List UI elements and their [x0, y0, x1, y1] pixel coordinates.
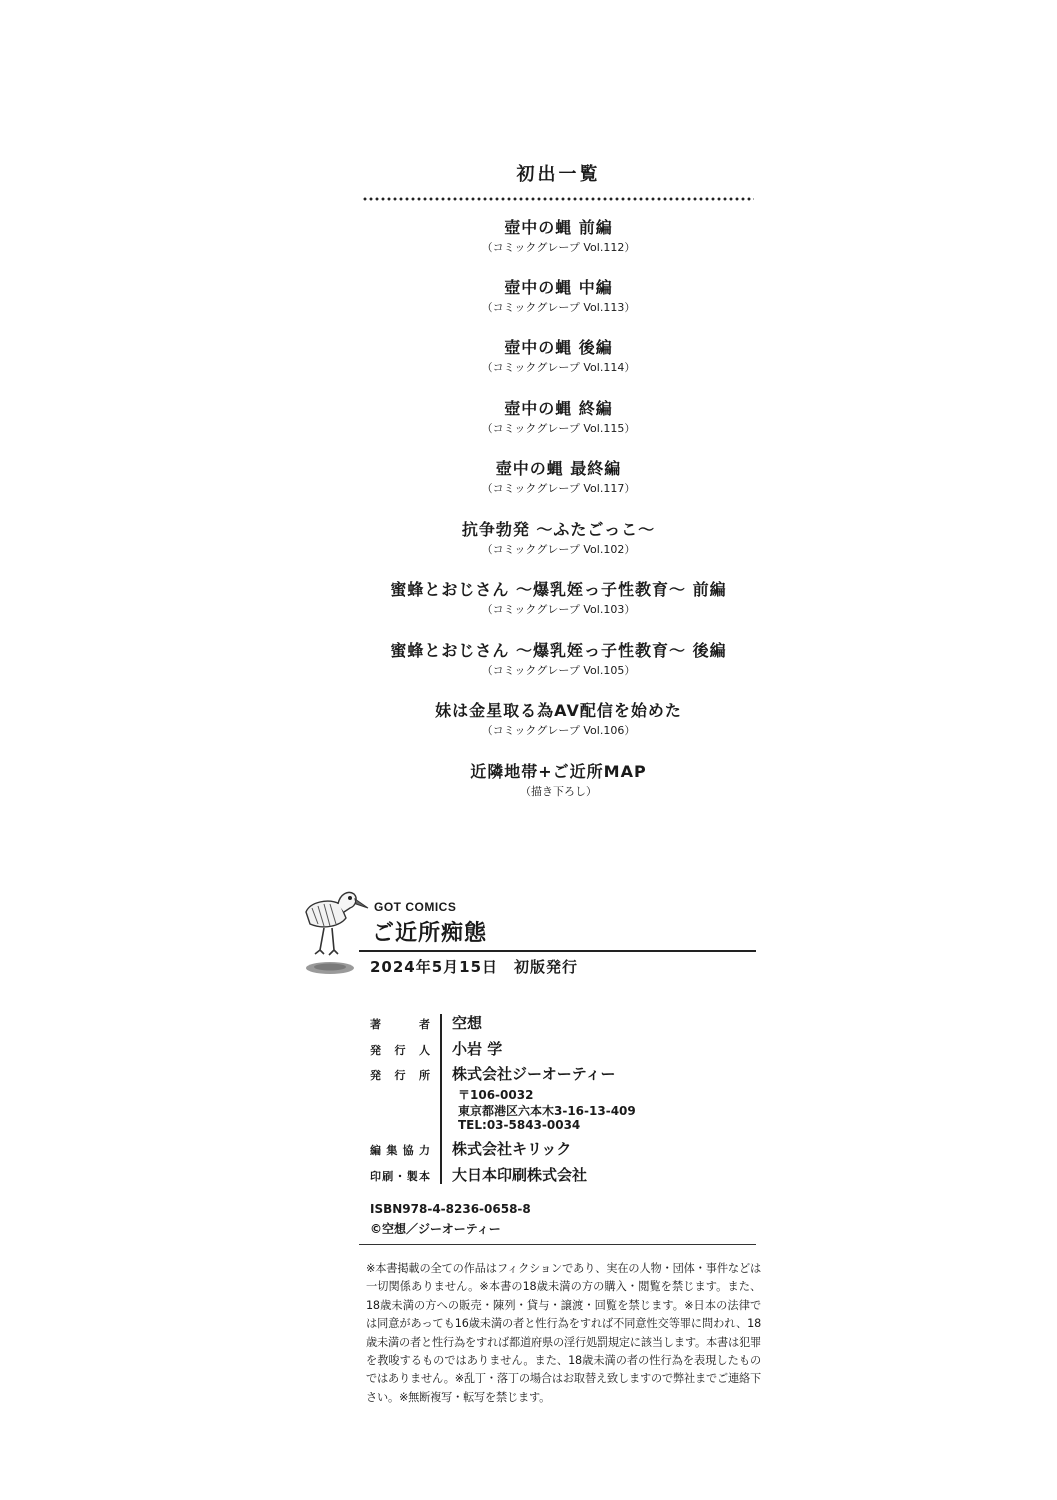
entry-4 [0, 398, 1057, 437]
telephone: TEL:03-5843-0034 [458, 1118, 581, 1132]
entry-source: （コミックグレープ Vol.102） [481, 543, 636, 556]
credit-value: 株式会社ジーオーティー [452, 1065, 616, 1083]
title-rule [359, 950, 756, 952]
entry-title: 壺中の蝿 後編 [504, 338, 613, 357]
credit-value: 大日本印刷株式会社 [452, 1166, 588, 1184]
credit-label: 印刷・製本 [370, 1170, 430, 1183]
credits-divider [440, 1014, 442, 1184]
credit-label: 編集協力 [370, 1144, 430, 1157]
entry-5 [0, 458, 1057, 497]
dotted-divider [362, 197, 754, 201]
credit-label: 発行人 [370, 1044, 430, 1057]
credit-label: 著者 [370, 1018, 430, 1031]
entry-source: （描き下ろし） [520, 785, 597, 798]
entry-title: 壺中の蝿 終編 [504, 399, 613, 418]
entry-9 [0, 700, 1057, 739]
entry-10 [0, 761, 1057, 800]
entry-6 [0, 519, 1057, 558]
section-title: 初出一覧 [516, 164, 601, 185]
entry-title: 蜜蜂とおじさん ～爆乳姪っ子性教育～ 後編 [390, 641, 727, 660]
book-title: ご近所痴態 [372, 921, 488, 946]
entry-3 [0, 337, 1057, 376]
credit-value: 小岩 学 [452, 1040, 503, 1058]
entry-title: 蜜蜂とおじさん ～爆乳姪っ子性教育～ 前編 [390, 580, 727, 599]
street-address: 東京都港区六本木3-16-13-409 [458, 1104, 636, 1118]
entry-source: （コミックグレープ Vol.117） [481, 482, 636, 495]
credit-label: 発行所 [370, 1069, 430, 1082]
entry-7 [0, 579, 1057, 618]
credit-value: 空想 [452, 1014, 483, 1032]
entry-source: （コミックグレープ Vol.105） [481, 664, 636, 677]
entry-title: 壺中の蝿 最終編 [495, 459, 622, 478]
entry-1 [0, 217, 1057, 256]
entry-source: （コミックグレープ Vol.114） [481, 361, 636, 374]
entry-8 [0, 640, 1057, 679]
credit-value: 株式会社キリック [452, 1140, 572, 1158]
isbn: ISBN978-4-8236-0658-8 [370, 1202, 531, 1216]
entry-title: 壺中の蝿 中編 [504, 278, 613, 297]
copyright: ©空想／ジーオーティー [370, 1222, 501, 1236]
entry-title: 抗争勃発 ～ふたごっこ～ [461, 520, 656, 539]
series-label: GOT COMICS [374, 900, 457, 914]
entry-source: （コミックグレープ Vol.113） [481, 301, 636, 314]
entry-source: （コミックグレープ Vol.112） [481, 241, 636, 254]
entry-title: 壺中の蝿 前編 [504, 218, 613, 237]
entry-2 [0, 277, 1057, 316]
entry-source: （コミックグレープ Vol.106） [481, 724, 636, 737]
entry-source: （コミックグレープ Vol.103） [481, 603, 636, 616]
legal-notice: ※本書掲載の全ての作品はフィクションであり、実在の人物・団体・事件などは一切関係ありません。※本書の18歳未満の方の購入・閲覧を禁じます。また、18歳未満の方への販売・陳列・貸与・譲渡・回覧を禁じます。※日本の法律では同意があっても16歳未満の者と性行為をすれば不同意性交等罪に問われ、18歳未満の者と性行為をすれば都道府県の淫行処罰規定に該当します。本書は犯罪を教唆するものではありません。また、18歳未満の者の性行為を表現したものではありません。※乱丁・落丁の場合はお取替え致しますので弊社までご連絡下さい。※無断複写・転写を禁じます。 [366, 1262, 761, 1404]
entry-source: （コミックグレープ Vol.115） [481, 422, 636, 435]
entry-title: 近隣地帯+ご近所MAP [470, 762, 647, 781]
bird-mascot-icon [300, 878, 370, 978]
publication-date: 2024年5月15日 初版発行 [370, 958, 579, 976]
entry-title: 妹は金星取る為AV配信を始めた [435, 701, 682, 720]
postal-code: 〒106-0032 [458, 1088, 534, 1102]
notice-rule [359, 1244, 756, 1245]
